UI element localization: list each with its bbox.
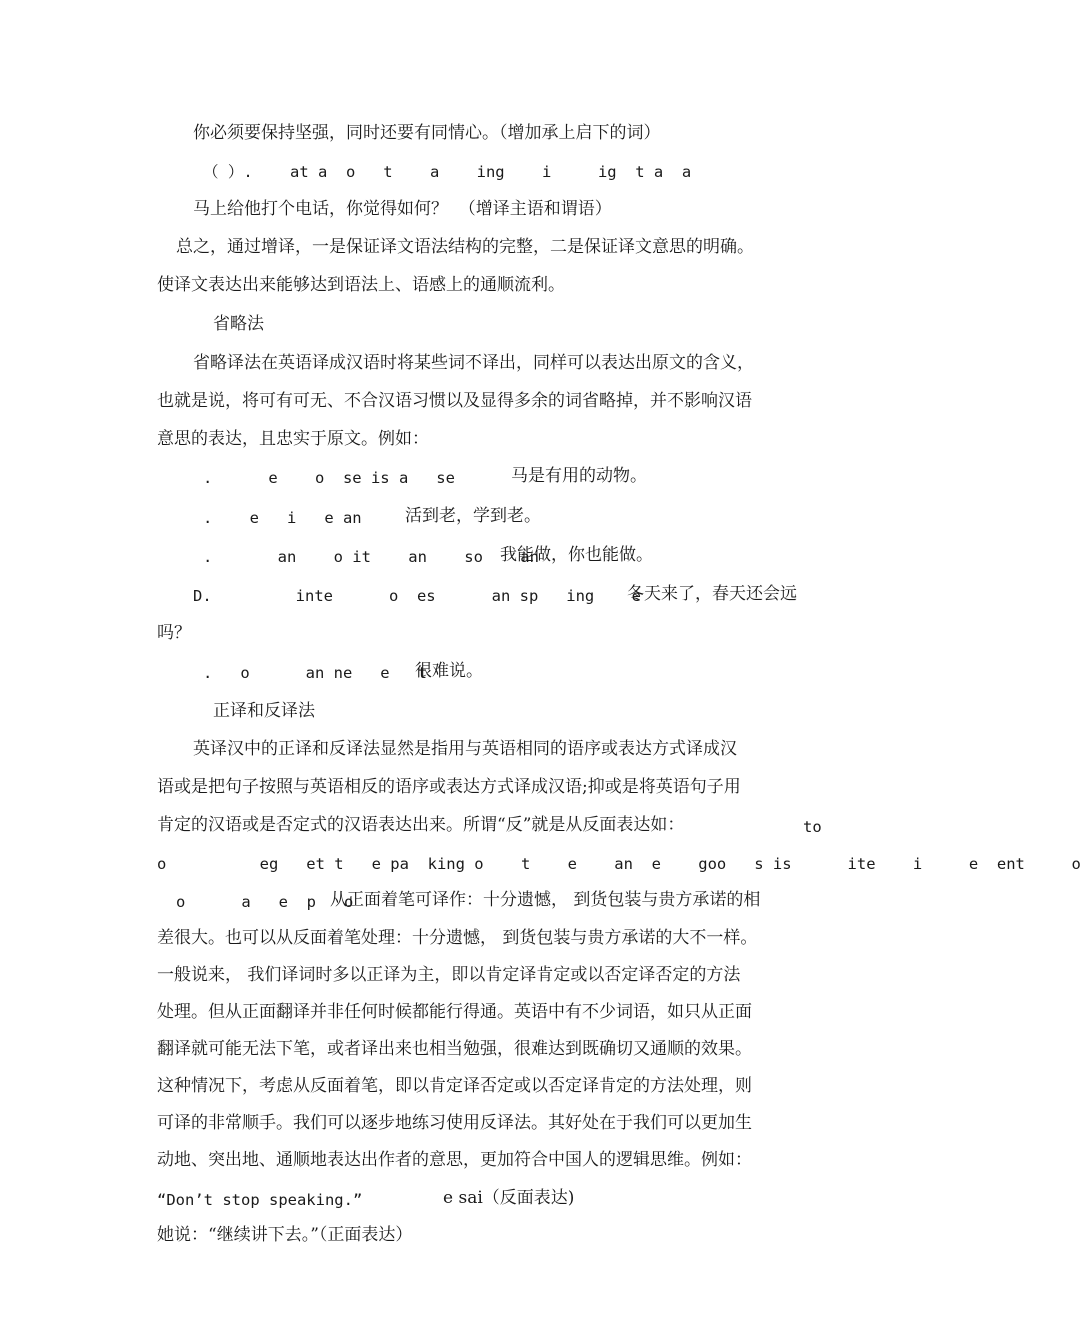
text-line: 吗？ — [157, 623, 191, 643]
text-line: 马上给他打个电话，你觉得如何？ （增译主语和谓语） — [193, 199, 612, 219]
example-chinese: 冬天来了，春天还会远 — [627, 584, 797, 604]
example-english: o a e p o — [176, 893, 354, 911]
example-english: . e o se is a se — [203, 469, 455, 487]
text-line: 也就是说，将可有可无、不合汉语习惯以及显得多余的词省略掉，并不影响汉语 — [157, 391, 752, 411]
text-line: 总之，通过增译，一是保证译文语法结构的完整，二是保证译文意思的明确。 — [176, 237, 754, 257]
text-line: 处理。但从正面翻译并非任何时候都能行得通。英语中有不少词语，如只从正面 — [157, 1002, 752, 1022]
text-line: 可译的非常顺手。我们可以逐步地练习使用反译法。其好处在于我们可以更加生 — [157, 1113, 752, 1133]
section-heading: 正译和反译法 — [213, 701, 315, 721]
text-line: e sai（反面表达) — [443, 1188, 575, 1208]
text-line: 肯定的汉语或是否定式的汉语表达出来。所谓“反”就是从反面表达如： — [157, 815, 685, 835]
example-line: （ ）. at a o t a ing i ig t a a — [203, 163, 692, 181]
text-line: 语或是把句子按照与英语相反的语序或表达方式译成汉语;抑或是将英语句子用 — [157, 777, 741, 797]
example-english: “Don’t stop speaking.” — [157, 1191, 363, 1209]
text-line: 使译文表达出来能够达到语法上、语感上的通顺流利。 — [157, 275, 565, 295]
example-english: . an o it an so an — [203, 548, 539, 566]
text-line: 一般说来， 我们译词时多以正译为主，即以肯定译肯定或以否定译否定的方法 — [157, 965, 741, 985]
text-line: 差很大。也可以从反面着笔处理：十分遗憾， 到货包装与贵方承诺的大不一样。 — [157, 928, 758, 948]
text-line: 这种情况下，考虑从反面着笔，即以肯定译否定或以否定译肯定的方法处理，则 — [157, 1076, 752, 1096]
example-english: to — [803, 818, 822, 836]
text-line: 英译汉中的正译和反译法显然是指用与英语相同的语序或表达方式译成汉 — [193, 739, 737, 759]
example-chinese: 马是有用的动物。 — [511, 466, 647, 486]
example-chinese: 很难说。 — [415, 661, 483, 681]
example-chinese: 我能做，你也能做。 — [500, 545, 653, 565]
text-line: 她说：“继续讲下去。”（正面表达） — [157, 1225, 413, 1245]
section-heading: 省略法 — [213, 314, 264, 334]
text-line: 从正面着笔可译作：十分遗憾， 到货包装与贵方承诺的相 — [330, 890, 761, 910]
text-line: 意思的表达，且忠实于原文。例如： — [157, 429, 429, 449]
example-english: . o an ne e t — [203, 664, 427, 682]
text-line: 省略译法在英语译成汉语时将某些词不译出，同样可以表达出原文的含义， — [193, 353, 754, 373]
example-english: o eg et t e pa king o t e an e goo s is ite i e ent o — [157, 855, 1081, 873]
example-english: . e i e an — [203, 509, 362, 527]
text-line: 动地、突出地、通顺地表达出作者的意思，更加符合中国人的逻辑思维。例如： — [157, 1150, 752, 1170]
text-line: 你必须要保持坚强，同时还要有同情心。（增加承上启下的词） — [193, 123, 661, 143]
example-chinese: 活到老，学到老。 — [405, 506, 541, 526]
example-english: D. inte o es an sp ing e — [193, 587, 641, 605]
text-line: 翻译就可能无法下笔，或者译出来也相当勉强，很难达到既确切又通顺的效果。 — [157, 1039, 752, 1059]
